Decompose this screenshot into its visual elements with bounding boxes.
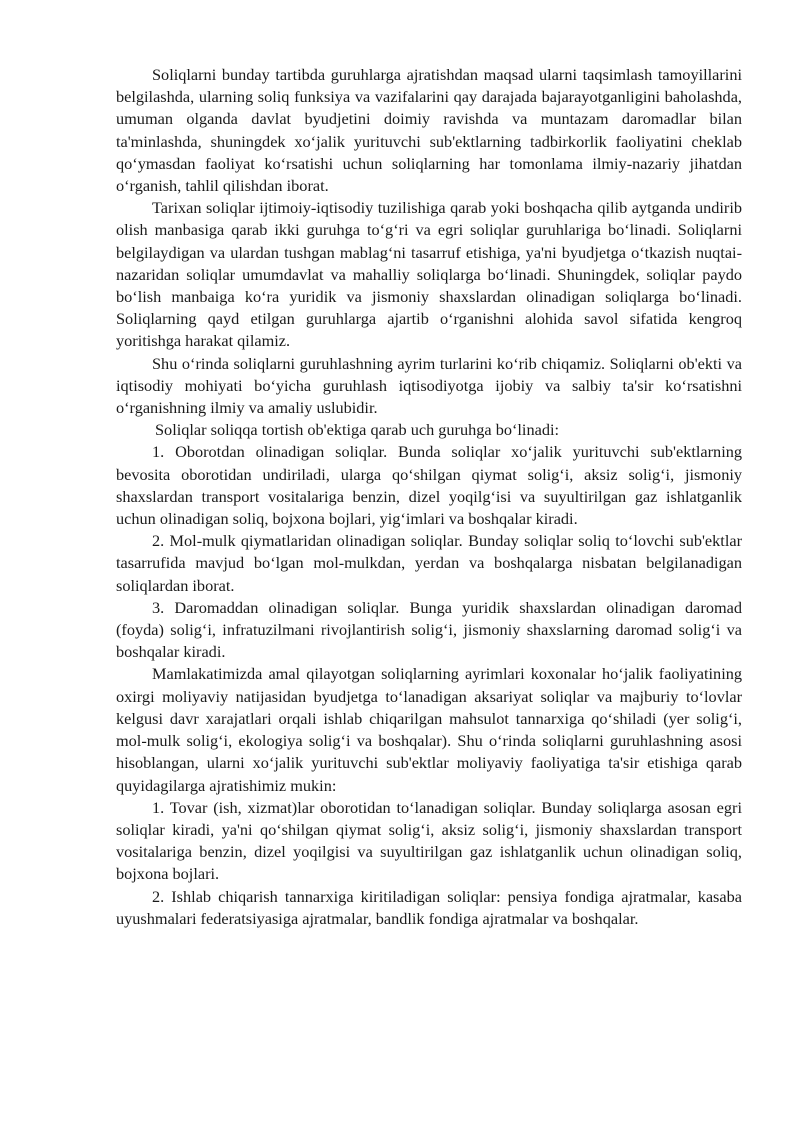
list-item-goods-turnover: 1. Tovar (ish, xizmat)lar oborotidan to‘lanadigan soliqlar. Bunday soliqlarga asosan egri soliqlar kiradi, ya'ni qo‘shilgan qiymat solig‘i, aksiz solig‘i, jismoniy shaxslardan transport vositalariga benzin, dizel yoqilgisi va suyultirilgan gaz ishlatganlik uchun olinadigan soliq, bojxona bojlari. (116, 797, 742, 884)
paragraph-grouping: Shu o‘rinda soliqlarni guruhlashning ayrim turlarini ko‘rib chiqamiz. Soliqlarni ob'ekti va iqtisodiy mohiyati bo‘yicha guruhlash iqtisodiyotga ijobiy va salbiy ta'sir ko‘rsatishni o‘rganishning ilmiy va amaliy uslubidir. (116, 353, 742, 418)
list-item-turnover-taxes: 1. Oborotdan olinadigan soliqlar. Bunda soliqlar xo‘jalik yurituvchi sub'ektlarning bevosita oborotidan undiriladi, ularga qo‘shilgan qiymat solig‘i, aksiz solig‘i, jismoniy shaxslardan transport vositalariga benzin, dizel yoqilg‘isi va suyultirilgan gaz ishlatganlik uchun olinadigan soliq, bojxona bojlari, yig‘imlari va boshqalar kiradi. (116, 442, 742, 529)
list-item-production-cost: 2. Ishlab chiqarish tannarxiga kiritiladigan soliqlar: pensiya fondiga ajratmalar, kasaba uyushmalari federatsiyasiga ajratmalar, bandlik fondiga ajratmalar va boshqalar. (116, 886, 742, 928)
paragraph-purpose: Soliqlarni bunday tartibda guruhlarga ajratishdan maqsad ularni taqsimlash tamoyillarini belgilashda, ularning soliq funksiya va vazifalarini qay darajada bajarayotganligini baholashda, umuman olganda davlat byudjetini doimiy ravishda va muntazam daromadlar bilan ta'minlashda, shuningdek xo‘jalik yurituvchi sub'ektlarning tadbirkorlik faoliyatini cheklab qo‘ymasdan faoliyat ko‘rsatishi uchun soliqlarning har tomonlama ilmiy-nazariy jihatdan o‘rganish, tahlil qilishdan iborat. (116, 65, 742, 196)
list-item-property-taxes: 2. Mol-mulk qiymatlaridan olinadigan soliqlar. Bunday soliqlar soliq to‘lovchi sub'ektlar tasarrufida mavjud bo‘lgan mol-mulkdan, yerdan va boshqalarga nisbatan belgilanadigan soliqlardan iborat. (116, 531, 742, 595)
paragraph-three-groups: Soliqlar soliqqa tortish ob'ektiga qarab uch guruhga bo‘linadi: (155, 420, 560, 440)
paragraph-history: Tarixan soliqlar ijtimoiy-iqtisodiy tuzilishiga qarab yoki boshqacha qilib aytganda undirib olish manbasiga qarab ikki guruhga to‘g‘ri va egri soliqlar guruhlariga bo‘linadi. Soliqlarni belgilaydigan va ulardan tushgan mablag‘ni tasarruf etishiga, ya'ni byudjetga o‘tkazish nuqtai-nazaridan soliqlar umumdavlat va mahalliy soliqlarga bo‘linadi. Shuningdek, soliqlar paydo bo‘lish manbaiga ko‘ra yuridik va jismoniy shaxslardan olinadigan soliqlarga bo‘linadi. Soliqlarning qayd etilgan guruhlarga ajartib o‘rganishni alohida savol sifatida kengroq yoritishga harakat qilamiz. (116, 198, 742, 351)
paragraph-country-taxes: Mamlakatimizda amal qilayotgan soliqlarning ayrimlari koxonalar ho‘jalik faoliyatining oxirgi moliyaviy natijasidan byudjetga to‘lanadigan aksariyat soliqlar va majburiy to‘lovlar kelgusi davr xarajatlari orqali ishlab chiqarilgan mahsulot tannarxiga qo‘shiladi (yer solig‘i, mol-mulk solig‘i, ekologiya solig‘i va boshqalar). Shu o‘rinda soliqlarni guruhlashning asosi hisoblangan, ularni xo‘jalik yurituvchi sub'ektlar moliyaviy faoliyatiga ta'sir etishiga qarab quyidagilarga ajratishimiz mukin: (116, 664, 742, 795)
document-page (116, 64, 742, 930)
list-item-income-taxes: 3. Daromaddan olinadigan soliqlar. Bunga yuridik shaxslardan olinadigan daromad (foyda) solig‘i, infratuzilmani rivojlantirish solig‘i, jismoniy shaxslarning daromad solig‘i va boshqalar kiradi. (116, 597, 742, 662)
